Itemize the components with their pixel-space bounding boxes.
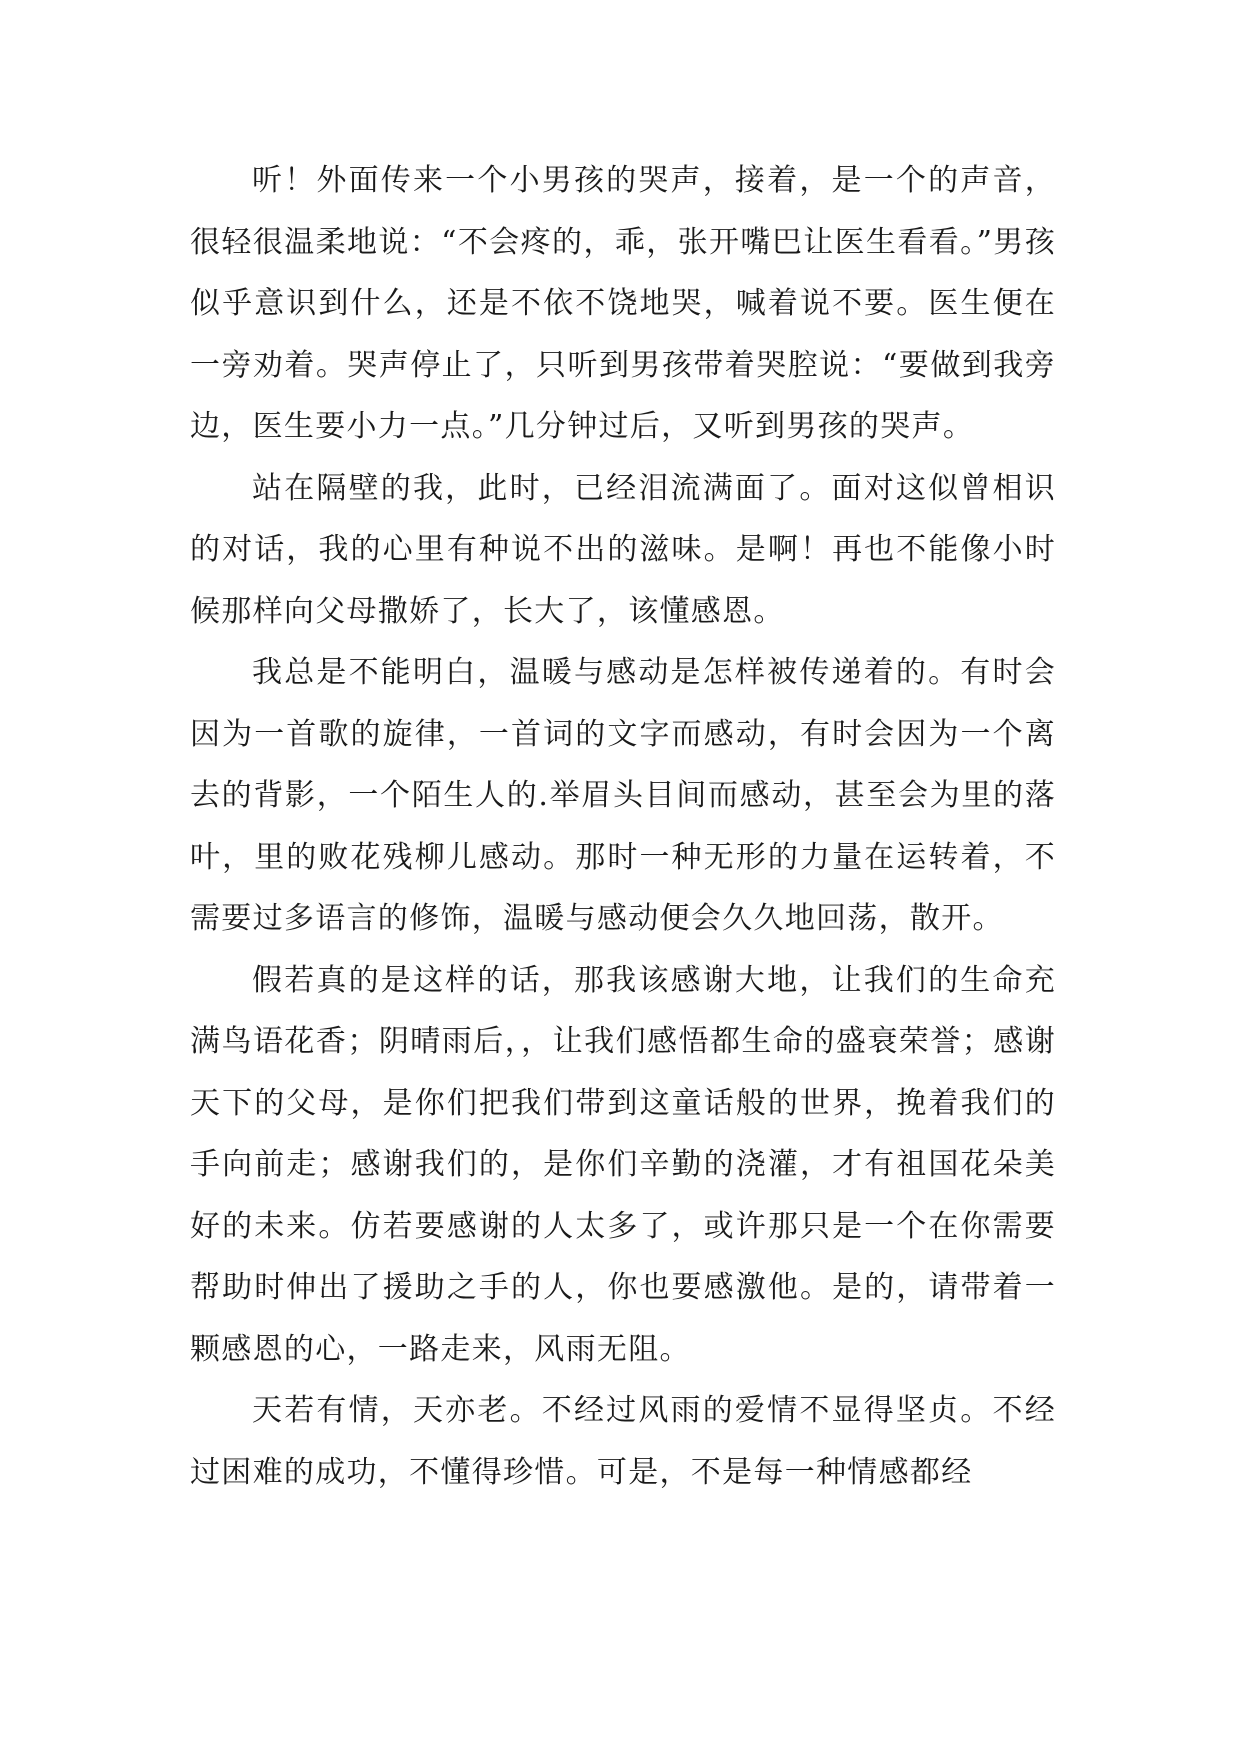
paragraph: 我总是不能明白，温暖与感动是怎样被传递着的。有时会因为一首歌的旋律，一首词的文字而感动，有时会因为一个离去的背影，一个陌生人的.举眉头目间而感动，甚至会为里的落叶，里的败花残柳儿感动。那时一种无形的力量在运转着，不需要过多语言的修饰，温暖与感动便会久久地回荡，散开。 — [190, 655, 1056, 936]
paragraph: 天若有情，天亦老。不经过风雨的爱情不显得坚贞。不经过困难的成功，不懂得珍惜。可是，不是每一种情感都经 — [190, 1393, 1056, 1490]
paragraph: 假若真的是这样的话，那我该感谢大地，让我们的生命充满鸟语花香；阴晴雨后，，让我们感悟都生命的盛衰荣誉；感谢天下的父母，是你们把我们带到这童话般的世界，挽着我们的手向前走；感谢我们的，是你们辛勤的浇灌，才有祖国花朵美好的未来。仿若要感谢的人太多了，或许那只是一个在你需要帮助时伸出了援助之手的人，你也要感激他。是的，请带着一颗感恩的心，一路走来，风雨无阻。 — [190, 962, 1056, 1367]
body-text — [190, 150, 1056, 1503]
paragraph: 听！外面传来一个小男孩的哭声，接着，是一个的声音，很轻很温柔地说：“不会疼的，乖，张开嘴巴让医生看看。”男孩似乎意识到什么，还是不依不饶地哭，喊着说不要。医生便在一旁劝着。哭声停止了，只听到男孩带着哭腔说：“要做到我旁边，医生要小力一点。”几分钟过后，又听到男孩的哭声。 — [190, 163, 1056, 444]
paragraph: 站在隔壁的我，此时，已经泪流满面了。面对这似曾相识的对话，我的心里有种说不出的滋味。是啊！再也不能像小时候那样向父母撒娇了，长大了，该懂感恩。 — [190, 470, 1056, 629]
